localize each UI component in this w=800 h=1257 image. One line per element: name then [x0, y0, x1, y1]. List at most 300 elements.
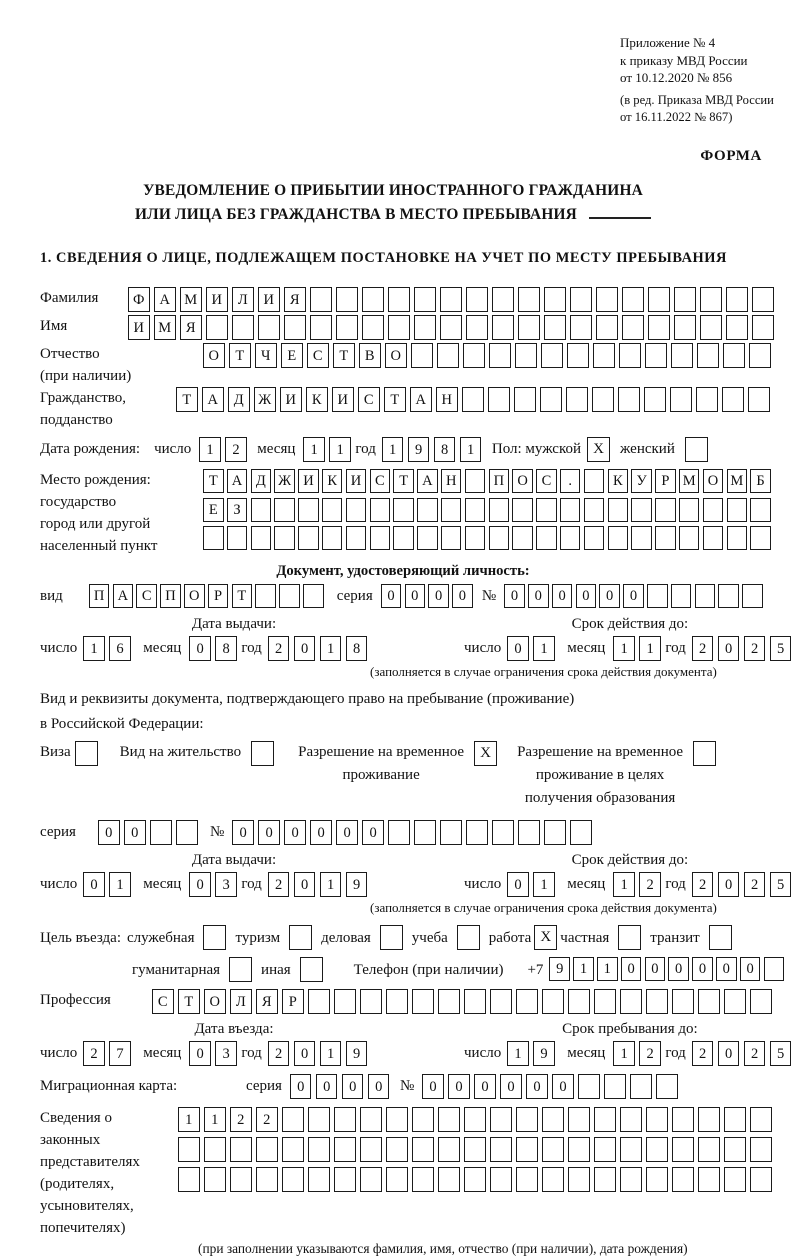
form-cell[interactable]: 2 [692, 1041, 714, 1066]
form-cell[interactable] [204, 1167, 226, 1192]
form-cell[interactable]: Т [393, 469, 414, 493]
form-cell[interactable] [492, 820, 514, 845]
form-cell[interactable] [544, 287, 566, 312]
form-cell[interactable]: 0 [258, 820, 280, 845]
form-cell[interactable]: 1 [507, 1041, 529, 1066]
form-cell[interactable]: 2 [639, 872, 661, 897]
form-cell[interactable]: 2 [230, 1107, 252, 1132]
form-cell[interactable] [724, 989, 746, 1014]
form-cell[interactable]: И [332, 387, 354, 412]
form-cell[interactable] [370, 526, 391, 550]
form-cell[interactable] [488, 387, 510, 412]
form-cell[interactable] [462, 387, 484, 412]
form-cell[interactable] [334, 989, 356, 1014]
form-cell[interactable] [334, 1167, 356, 1192]
form-cell[interactable]: К [322, 469, 343, 493]
form-cell[interactable]: С [307, 343, 329, 368]
form-cell[interactable] [596, 287, 618, 312]
form-cell[interactable] [274, 526, 295, 550]
form-cell[interactable] [727, 526, 748, 550]
form-cell[interactable] [560, 498, 581, 522]
form-cell[interactable] [370, 498, 391, 522]
form-cell[interactable]: 0 [718, 636, 740, 661]
form-cell[interactable] [334, 1107, 356, 1132]
form-cell[interactable] [620, 1137, 642, 1162]
form-cell[interactable] [282, 1167, 304, 1192]
form-cell[interactable] [618, 387, 640, 412]
form-cell[interactable] [386, 989, 408, 1014]
form-cell[interactable] [570, 287, 592, 312]
purpose-private-checkbox[interactable] [618, 925, 641, 950]
form-cell[interactable]: 1 [109, 872, 131, 897]
form-cell[interactable] [726, 287, 748, 312]
purpose-study-checkbox[interactable] [457, 925, 480, 950]
form-cell[interactable]: И [206, 287, 228, 312]
form-cell[interactable]: 0 [552, 1074, 574, 1099]
form-cell[interactable]: О [184, 584, 205, 608]
form-cell[interactable]: С [536, 469, 557, 493]
form-cell[interactable]: 0 [189, 636, 211, 661]
form-cell[interactable] [604, 1074, 626, 1099]
form-cell[interactable] [674, 287, 696, 312]
form-cell[interactable] [544, 315, 566, 340]
form-cell[interactable] [441, 526, 462, 550]
form-cell[interactable] [386, 1107, 408, 1132]
form-cell[interactable] [608, 526, 629, 550]
form-cell[interactable] [560, 526, 581, 550]
form-cell[interactable] [764, 957, 785, 981]
form-cell[interactable]: Л [230, 989, 252, 1014]
purpose-work-checkbox[interactable]: X [534, 925, 557, 950]
form-cell[interactable] [490, 1167, 512, 1192]
form-cell[interactable]: Е [203, 498, 224, 522]
form-cell[interactable] [568, 1167, 590, 1192]
form-cell[interactable]: 0 [189, 872, 211, 897]
form-cell[interactable] [726, 315, 748, 340]
form-cell[interactable] [723, 343, 745, 368]
form-cell[interactable] [437, 343, 459, 368]
form-cell[interactable] [644, 387, 666, 412]
form-cell[interactable] [703, 526, 724, 550]
form-cell[interactable] [672, 1167, 694, 1192]
form-cell[interactable]: 1 [460, 437, 482, 462]
form-cell[interactable] [516, 989, 538, 1014]
form-cell[interactable]: О [204, 989, 226, 1014]
form-cell[interactable] [567, 343, 589, 368]
form-cell[interactable] [346, 526, 367, 550]
form-cell[interactable] [750, 498, 771, 522]
sex-male-checkbox[interactable]: X [587, 437, 610, 462]
form-cell[interactable] [310, 315, 332, 340]
form-cell[interactable]: С [136, 584, 157, 608]
form-cell[interactable] [696, 387, 718, 412]
form-cell[interactable] [646, 1137, 668, 1162]
residence-permit-checkbox[interactable] [251, 741, 274, 766]
form-cell[interactable]: 0 [552, 584, 573, 608]
form-cell[interactable] [282, 1107, 304, 1132]
form-cell[interactable] [255, 584, 276, 608]
form-cell[interactable]: 0 [290, 1074, 312, 1099]
form-cell[interactable] [258, 315, 280, 340]
form-cell[interactable] [438, 1167, 460, 1192]
form-cell[interactable] [727, 498, 748, 522]
form-cell[interactable]: 0 [83, 872, 105, 897]
form-cell[interactable] [593, 343, 615, 368]
form-cell[interactable]: Т [333, 343, 355, 368]
form-cell[interactable]: И [298, 469, 319, 493]
form-cell[interactable]: Н [441, 469, 462, 493]
purpose-transit-checkbox[interactable] [709, 925, 732, 950]
form-cell[interactable]: О [512, 469, 533, 493]
form-cell[interactable]: 9 [549, 957, 570, 981]
form-cell[interactable]: Я [256, 989, 278, 1014]
form-cell[interactable] [724, 1167, 746, 1192]
form-cell[interactable] [700, 315, 722, 340]
form-cell[interactable]: 1 [320, 872, 342, 897]
form-cell[interactable] [417, 498, 438, 522]
form-cell[interactable] [251, 498, 272, 522]
form-cell[interactable]: А [154, 287, 176, 312]
form-cell[interactable] [749, 343, 771, 368]
form-cell[interactable] [752, 315, 774, 340]
form-cell[interactable]: 1 [320, 1041, 342, 1066]
form-cell[interactable]: З [227, 498, 248, 522]
form-cell[interactable]: 0 [316, 1074, 338, 1099]
form-cell[interactable] [645, 343, 667, 368]
form-cell[interactable]: 0 [716, 957, 737, 981]
form-cell[interactable] [388, 315, 410, 340]
form-cell[interactable] [393, 526, 414, 550]
form-cell[interactable]: Т [384, 387, 406, 412]
form-cell[interactable] [360, 1137, 382, 1162]
form-cell[interactable] [631, 498, 652, 522]
form-cell[interactable]: Е [281, 343, 303, 368]
form-cell[interactable] [251, 526, 272, 550]
form-cell[interactable] [310, 287, 332, 312]
form-cell[interactable] [646, 1167, 668, 1192]
form-cell[interactable] [441, 498, 462, 522]
form-cell[interactable] [492, 287, 514, 312]
form-cell[interactable] [568, 989, 590, 1014]
form-cell[interactable]: 2 [225, 437, 247, 462]
form-cell[interactable]: 1 [613, 636, 635, 661]
form-cell[interactable]: Р [655, 469, 676, 493]
form-cell[interactable] [536, 526, 557, 550]
form-cell[interactable] [631, 526, 652, 550]
form-cell[interactable] [570, 315, 592, 340]
form-cell[interactable]: О [385, 343, 407, 368]
form-cell[interactable] [274, 498, 295, 522]
form-cell[interactable] [656, 1074, 678, 1099]
form-cell[interactable]: 0 [422, 1074, 444, 1099]
form-cell[interactable] [671, 343, 693, 368]
form-cell[interactable]: 1 [533, 636, 555, 661]
form-cell[interactable] [360, 1167, 382, 1192]
form-cell[interactable] [541, 343, 563, 368]
form-cell[interactable]: 2 [744, 1041, 766, 1066]
form-cell[interactable]: А [227, 469, 248, 493]
form-cell[interactable] [748, 387, 770, 412]
form-cell[interactable] [440, 287, 462, 312]
form-cell[interactable]: 8 [215, 636, 237, 661]
form-cell[interactable] [414, 315, 436, 340]
form-cell[interactable] [512, 498, 533, 522]
form-cell[interactable] [648, 315, 670, 340]
form-cell[interactable]: 1 [533, 872, 555, 897]
form-cell[interactable] [308, 1137, 330, 1162]
form-cell[interactable]: Я [284, 287, 306, 312]
form-cell[interactable]: А [410, 387, 432, 412]
form-cell[interactable] [322, 526, 343, 550]
form-cell[interactable] [362, 315, 384, 340]
form-cell[interactable] [670, 387, 692, 412]
form-cell[interactable] [256, 1137, 278, 1162]
form-cell[interactable]: 1 [204, 1107, 226, 1132]
form-cell[interactable] [679, 498, 700, 522]
form-cell[interactable]: 2 [268, 1041, 290, 1066]
temp-residence-checkbox[interactable]: X [474, 741, 497, 766]
form-cell[interactable]: П [89, 584, 110, 608]
form-cell[interactable] [750, 526, 771, 550]
form-cell[interactable]: Н [436, 387, 458, 412]
form-cell[interactable] [230, 1137, 252, 1162]
form-cell[interactable]: 0 [474, 1074, 496, 1099]
form-cell[interactable]: 8 [346, 636, 368, 661]
form-cell[interactable]: 0 [342, 1074, 364, 1099]
form-cell[interactable] [584, 498, 605, 522]
form-cell[interactable] [465, 469, 486, 493]
form-cell[interactable] [620, 989, 642, 1014]
form-cell[interactable]: 0 [368, 1074, 390, 1099]
form-cell[interactable] [464, 989, 486, 1014]
form-cell[interactable]: А [417, 469, 438, 493]
form-cell[interactable] [489, 343, 511, 368]
form-cell[interactable] [697, 343, 719, 368]
form-cell[interactable]: 0 [692, 957, 713, 981]
form-cell[interactable] [227, 526, 248, 550]
form-cell[interactable]: Ж [254, 387, 276, 412]
form-cell[interactable] [570, 820, 592, 845]
form-cell[interactable] [566, 387, 588, 412]
form-cell[interactable]: Д [251, 469, 272, 493]
form-cell[interactable]: Т [203, 469, 224, 493]
form-cell[interactable] [414, 820, 436, 845]
form-cell[interactable] [584, 469, 605, 493]
form-cell[interactable] [646, 989, 668, 1014]
form-cell[interactable]: И [258, 287, 280, 312]
form-cell[interactable] [622, 315, 644, 340]
form-cell[interactable] [360, 1107, 382, 1132]
form-cell[interactable]: 0 [718, 872, 740, 897]
sex-female-checkbox[interactable] [685, 437, 708, 462]
form-cell[interactable]: 5 [770, 872, 792, 897]
form-cell[interactable] [512, 526, 533, 550]
form-cell[interactable] [438, 1137, 460, 1162]
form-cell[interactable] [465, 526, 486, 550]
form-cell[interactable] [594, 1137, 616, 1162]
form-cell[interactable]: 1 [320, 636, 342, 661]
form-cell[interactable] [346, 498, 367, 522]
form-cell[interactable]: 0 [500, 1074, 522, 1099]
form-cell[interactable]: 0 [576, 584, 597, 608]
form-cell[interactable]: 0 [362, 820, 384, 845]
form-cell[interactable] [718, 584, 739, 608]
form-cell[interactable]: 1 [613, 1041, 635, 1066]
form-cell[interactable] [516, 1167, 538, 1192]
form-cell[interactable] [386, 1167, 408, 1192]
form-cell[interactable]: 2 [744, 636, 766, 661]
form-cell[interactable] [542, 989, 564, 1014]
form-cell[interactable] [514, 387, 536, 412]
form-cell[interactable]: 7 [109, 1041, 131, 1066]
form-cell[interactable] [750, 989, 772, 1014]
form-cell[interactable]: И [128, 315, 150, 340]
form-cell[interactable]: 1 [573, 957, 594, 981]
form-cell[interactable]: 1 [382, 437, 404, 462]
form-cell[interactable] [362, 287, 384, 312]
form-cell[interactable] [412, 1167, 434, 1192]
form-cell[interactable] [308, 989, 330, 1014]
form-cell[interactable]: 3 [215, 1041, 237, 1066]
form-cell[interactable]: 1 [178, 1107, 200, 1132]
form-cell[interactable] [204, 1137, 226, 1162]
form-cell[interactable] [724, 1137, 746, 1162]
form-cell[interactable]: 0 [336, 820, 358, 845]
form-cell[interactable] [622, 287, 644, 312]
form-cell[interactable]: 0 [504, 584, 525, 608]
form-cell[interactable]: Ч [255, 343, 277, 368]
form-cell[interactable] [466, 820, 488, 845]
form-cell[interactable]: 0 [189, 1041, 211, 1066]
form-cell[interactable] [412, 1107, 434, 1132]
form-cell[interactable] [516, 1137, 538, 1162]
form-cell[interactable]: О [203, 343, 225, 368]
form-cell[interactable] [515, 343, 537, 368]
form-cell[interactable] [178, 1137, 200, 1162]
form-cell[interactable]: Я [180, 315, 202, 340]
form-cell[interactable]: 3 [215, 872, 237, 897]
form-cell[interactable] [308, 1167, 330, 1192]
form-cell[interactable] [594, 1107, 616, 1132]
form-cell[interactable] [412, 989, 434, 1014]
form-cell[interactable] [698, 1167, 720, 1192]
form-cell[interactable] [648, 287, 670, 312]
form-cell[interactable]: П [160, 584, 181, 608]
form-cell[interactable] [630, 1074, 652, 1099]
form-cell[interactable]: М [727, 469, 748, 493]
form-cell[interactable]: 2 [744, 872, 766, 897]
form-cell[interactable]: 9 [408, 437, 430, 462]
form-cell[interactable]: 2 [692, 636, 714, 661]
form-cell[interactable]: 0 [740, 957, 761, 981]
form-cell[interactable]: Т [178, 989, 200, 1014]
form-cell[interactable]: 0 [310, 820, 332, 845]
form-cell[interactable]: В [359, 343, 381, 368]
form-cell[interactable] [671, 584, 692, 608]
form-cell[interactable] [722, 387, 744, 412]
form-cell[interactable] [724, 1107, 746, 1132]
form-cell[interactable]: 1 [83, 636, 105, 661]
form-cell[interactable]: 0 [452, 584, 473, 608]
form-cell[interactable] [674, 315, 696, 340]
form-cell[interactable] [542, 1107, 564, 1132]
form-cell[interactable]: 2 [256, 1107, 278, 1132]
form-cell[interactable] [464, 1107, 486, 1132]
form-cell[interactable] [417, 526, 438, 550]
form-cell[interactable] [594, 1167, 616, 1192]
form-cell[interactable]: 0 [428, 584, 449, 608]
temp-residence-education-checkbox[interactable] [693, 741, 716, 766]
form-cell[interactable]: . [560, 469, 581, 493]
visa-checkbox[interactable] [75, 741, 98, 766]
form-cell[interactable] [230, 1167, 252, 1192]
form-cell[interactable] [465, 498, 486, 522]
form-cell[interactable]: 0 [405, 584, 426, 608]
form-cell[interactable] [440, 315, 462, 340]
purpose-tourism-checkbox[interactable] [289, 925, 312, 950]
form-cell[interactable] [542, 1137, 564, 1162]
form-cell[interactable]: О [703, 469, 724, 493]
form-cell[interactable] [490, 1137, 512, 1162]
form-cell[interactable] [464, 1137, 486, 1162]
form-cell[interactable] [386, 1137, 408, 1162]
form-cell[interactable] [698, 1107, 720, 1132]
form-cell[interactable] [536, 498, 557, 522]
form-cell[interactable]: 2 [639, 1041, 661, 1066]
form-cell[interactable]: 0 [124, 820, 146, 845]
form-cell[interactable] [322, 498, 343, 522]
form-cell[interactable]: С [152, 989, 174, 1014]
form-cell[interactable] [282, 1137, 304, 1162]
form-cell[interactable] [150, 820, 172, 845]
form-cell[interactable] [750, 1137, 772, 1162]
form-cell[interactable] [518, 287, 540, 312]
form-cell[interactable] [388, 287, 410, 312]
form-cell[interactable] [568, 1137, 590, 1162]
form-cell[interactable] [698, 1137, 720, 1162]
form-cell[interactable]: 9 [346, 872, 368, 897]
form-cell[interactable] [334, 1137, 356, 1162]
form-cell[interactable] [490, 989, 512, 1014]
form-cell[interactable] [620, 1107, 642, 1132]
form-cell[interactable] [594, 989, 616, 1014]
form-cell[interactable] [655, 526, 676, 550]
form-cell[interactable] [336, 315, 358, 340]
form-cell[interactable] [608, 498, 629, 522]
form-cell[interactable] [672, 989, 694, 1014]
form-cell[interactable] [592, 387, 614, 412]
form-cell[interactable]: М [180, 287, 202, 312]
form-cell[interactable] [518, 315, 540, 340]
form-cell[interactable] [414, 287, 436, 312]
form-cell[interactable] [516, 1107, 538, 1132]
form-cell[interactable]: 0 [645, 957, 666, 981]
form-cell[interactable]: И [280, 387, 302, 412]
form-cell[interactable] [672, 1137, 694, 1162]
form-cell[interactable] [752, 287, 774, 312]
form-cell[interactable]: К [306, 387, 328, 412]
form-cell[interactable] [411, 343, 433, 368]
form-cell[interactable] [438, 989, 460, 1014]
form-cell[interactable] [596, 315, 618, 340]
form-cell[interactable] [256, 1167, 278, 1192]
form-cell[interactable]: 0 [294, 1041, 316, 1066]
form-cell[interactable]: Б [750, 469, 771, 493]
form-cell[interactable]: С [358, 387, 380, 412]
form-cell[interactable] [578, 1074, 600, 1099]
form-cell[interactable] [568, 1107, 590, 1132]
form-cell[interactable] [464, 1167, 486, 1192]
